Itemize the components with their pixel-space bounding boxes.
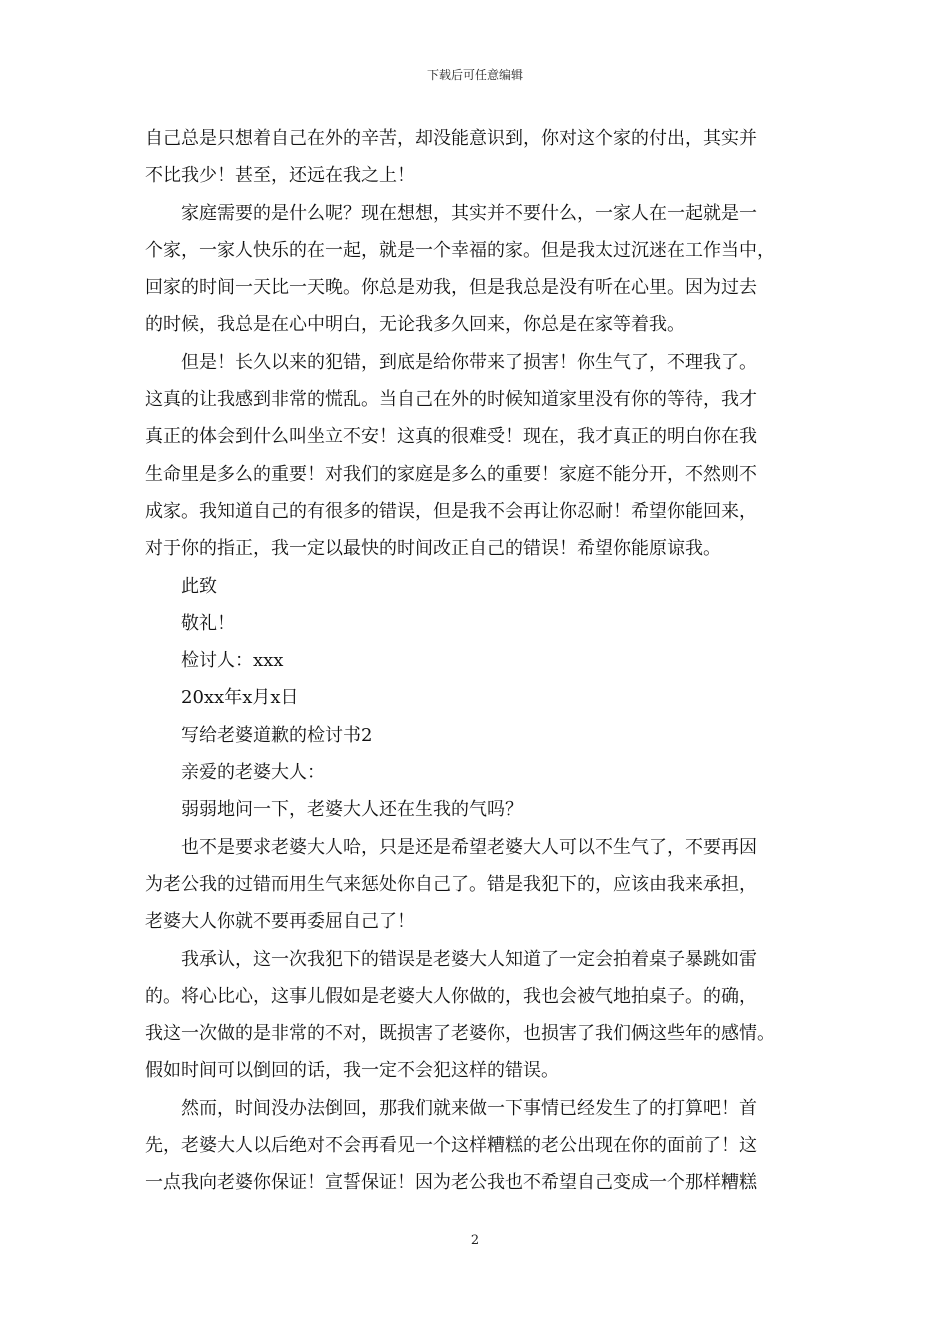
signature-line: 检讨人：xxx: [181, 650, 284, 672]
text-line: 一点我向老婆你保证！宣誓保证！因为老公我也不希望自己变成一个那样糟糕: [145, 1172, 757, 1194]
text-line: 成家。我知道自己的有很多的错误，但是我不会再让你忍耐！希望你能回来，: [145, 500, 757, 522]
text-line: 生命里是多么的重要！对我们的家庭是多么的重要！家庭不能分开，不然则不: [145, 463, 757, 485]
text-line: 老婆大人你就不要再委屈自己了！: [145, 911, 415, 933]
text-line: 但是！长久以来的犯错，到底是给你带来了损害！你生气了，不理我了。: [181, 351, 757, 373]
text-line: 个家，一家人快乐的在一起，就是一个幸福的家。但是我太过沉迷在工作当中，: [145, 239, 775, 261]
text-line: 对于你的指正，我一定以最快的时间改正自己的错误！希望你能原谅我。: [145, 538, 721, 560]
text-line: 弱弱地问一下，老婆大人还在生我的气吗？: [181, 799, 523, 821]
text-line: 不比我少！甚至，还远在我之上！: [145, 165, 415, 187]
text-line: 为老公我的过错而用生气来惩处你自己了。错是我犯下的，应该由我来承担，: [145, 873, 757, 895]
text-line: 回家的时间一天比一天晚。你总是劝我，但是我总是没有听在心里。因为过去: [145, 277, 757, 299]
text-line: 的。将心比心，这事儿假如是老婆大人你做的，我也会被气地拍桌子。的确，: [145, 985, 757, 1007]
date-line: 20xx年x月x日: [181, 687, 299, 709]
text-line: 家庭需要的是什么呢？现在想想，其实并不要什么，一家人在一起就是一: [181, 202, 757, 224]
text-line: 我承认，这一次我犯下的错误是老婆大人知道了一定会拍着桌子暴跳如雷: [181, 948, 757, 970]
text-line: 这真的让我感到非常的慌乱。当自己在外的时候知道家里没有你的等待，我才: [145, 389, 757, 411]
page-number: 2: [470, 1233, 480, 1248]
page-header: 下载后可任意编辑: [426, 68, 523, 82]
text-line: 真正的体会到什么叫坐立不安！这真的很难受！现在，我才真正的明白你在我: [145, 426, 757, 448]
greeting-line: 亲爱的老婆大人：: [181, 762, 325, 784]
text-line: 自己总是只想着自己在外的辛苦，却没能意识到，你对这个家的付出，其实并: [145, 128, 757, 149]
text-line: 假如时间可以倒回的话，我一定不会犯这样的错误。: [145, 1060, 559, 1082]
text-line: 先，老婆大人以后绝对不会再看见一个这样糟糕的老公出现在你的面前了！这: [145, 1135, 757, 1157]
text-line: 的时候，我总是在心中明白，无论我多久回来，你总是在家等着我。: [145, 314, 685, 336]
text-line: 我这一次做的是非常的不对，既损害了老婆你，也损害了我们俩这些年的感情。: [145, 1023, 775, 1045]
document-body: [145, 120, 825, 1202]
closing-regards: 敬礼！: [181, 612, 235, 634]
text-line: 也不是要求老婆大人哈，只是还是希望老婆大人可以不生气了，不要再因: [181, 836, 757, 858]
section-title: 写给老婆道歉的检讨书2: [181, 724, 373, 746]
closing-salutation: 此致: [181, 575, 217, 597]
text-line: 然而，时间没办法倒回，那我们就来做一下事情已经发生了的打算吧！首: [181, 1097, 757, 1119]
